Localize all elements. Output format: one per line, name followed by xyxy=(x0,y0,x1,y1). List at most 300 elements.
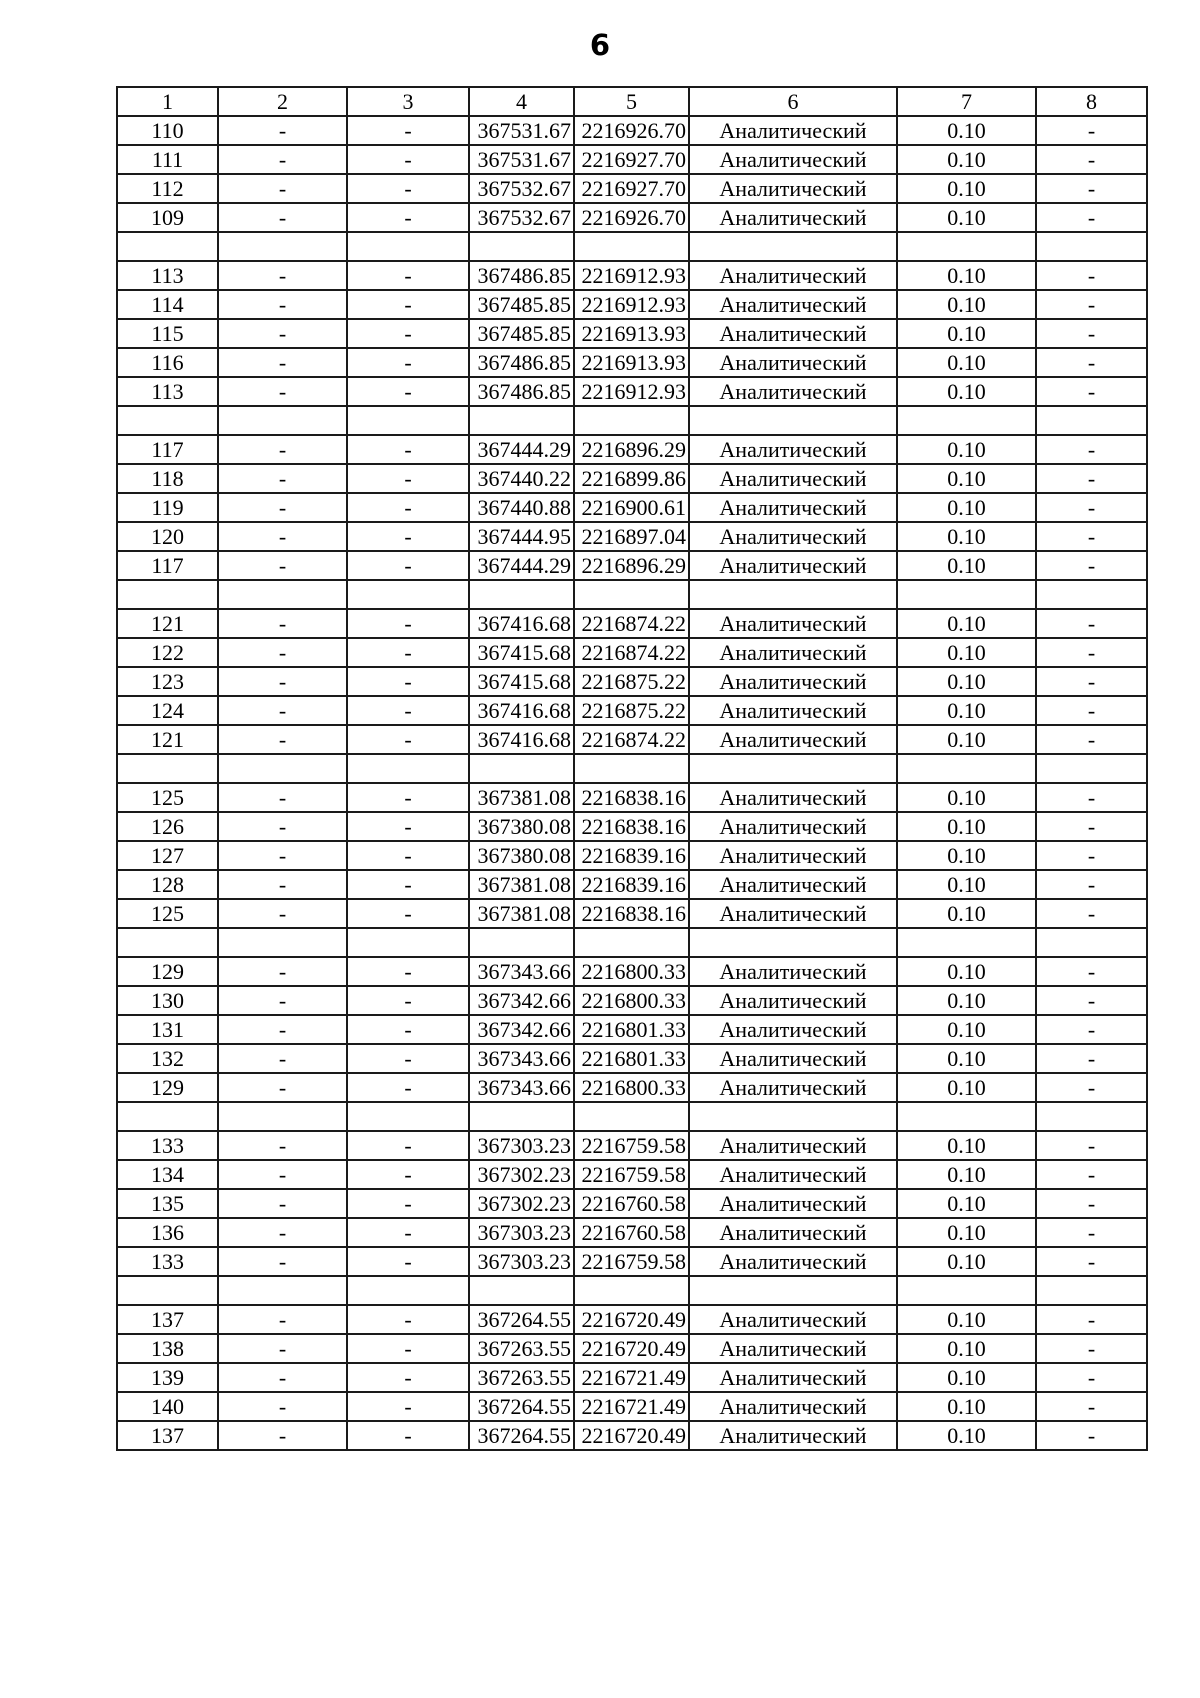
x-coordinate-cell: 367342.66 xyxy=(469,986,574,1015)
table-row xyxy=(117,899,1147,928)
col8-cell: - xyxy=(1036,725,1147,754)
col8-cell: - xyxy=(1036,1392,1147,1421)
col3-cell: - xyxy=(347,696,469,725)
point-number-cell: 119 xyxy=(117,493,218,522)
col8-cell: - xyxy=(1036,435,1147,464)
col2-cell: - xyxy=(218,1044,347,1073)
empty-cell xyxy=(218,232,347,261)
col2-cell: - xyxy=(218,522,347,551)
table-row xyxy=(117,116,1147,145)
empty-cell xyxy=(1036,580,1147,609)
col2-cell: - xyxy=(218,957,347,986)
method-cell: Аналитический xyxy=(689,1160,897,1189)
col3-cell: - xyxy=(347,1044,469,1073)
x-coordinate-cell: 367444.95 xyxy=(469,522,574,551)
accuracy-cell: 0.10 xyxy=(897,783,1036,812)
method-cell: Аналитический xyxy=(689,986,897,1015)
y-coordinate-cell: 2216926.70 xyxy=(574,203,689,232)
x-coordinate-cell: 367440.88 xyxy=(469,493,574,522)
accuracy-cell: 0.10 xyxy=(897,696,1036,725)
accuracy-cell: 0.10 xyxy=(897,957,1036,986)
col2-cell: - xyxy=(218,1363,347,1392)
x-coordinate-cell: 367532.67 xyxy=(469,174,574,203)
col8-cell: - xyxy=(1036,870,1147,899)
col2-cell: - xyxy=(218,1218,347,1247)
col8-cell: - xyxy=(1036,1160,1147,1189)
col2-cell: - xyxy=(218,145,347,174)
y-coordinate-cell: 2216721.49 xyxy=(574,1392,689,1421)
col3-cell: - xyxy=(347,957,469,986)
empty-cell xyxy=(1036,406,1147,435)
table-row xyxy=(117,348,1147,377)
point-number-cell: 134 xyxy=(117,1160,218,1189)
x-coordinate-cell: 367531.67 xyxy=(469,116,574,145)
method-cell: Аналитический xyxy=(689,1421,897,1450)
y-coordinate-cell: 2216927.70 xyxy=(574,174,689,203)
col2-cell: - xyxy=(218,638,347,667)
empty-cell xyxy=(117,580,218,609)
col8-cell: - xyxy=(1036,116,1147,145)
empty-cell xyxy=(469,580,574,609)
x-coordinate-cell: 367531.67 xyxy=(469,145,574,174)
y-coordinate-cell: 2216800.33 xyxy=(574,1073,689,1102)
accuracy-cell: 0.10 xyxy=(897,1218,1036,1247)
col3-cell: - xyxy=(347,1305,469,1334)
col8-cell: - xyxy=(1036,1044,1147,1073)
x-coordinate-cell: 367486.85 xyxy=(469,261,574,290)
col8-cell: - xyxy=(1036,1421,1147,1450)
method-cell: Аналитический xyxy=(689,1305,897,1334)
col3-cell: - xyxy=(347,1334,469,1363)
col3-cell: - xyxy=(347,464,469,493)
col8-cell: - xyxy=(1036,522,1147,551)
table-row xyxy=(117,1363,1147,1392)
accuracy-cell: 0.10 xyxy=(897,609,1036,638)
col2-cell: - xyxy=(218,667,347,696)
y-coordinate-cell: 2216760.58 xyxy=(574,1218,689,1247)
y-coordinate-cell: 2216838.16 xyxy=(574,783,689,812)
empty-cell xyxy=(347,1102,469,1131)
accuracy-cell: 0.10 xyxy=(897,1305,1036,1334)
empty-cell xyxy=(1036,1276,1147,1305)
col3-cell: - xyxy=(347,1189,469,1218)
y-coordinate-cell: 2216759.58 xyxy=(574,1160,689,1189)
table-row xyxy=(117,725,1147,754)
empty-cell xyxy=(1036,232,1147,261)
x-coordinate-cell: 367415.68 xyxy=(469,667,574,696)
col3-cell: - xyxy=(347,1015,469,1044)
col3-cell: - xyxy=(347,638,469,667)
empty-cell xyxy=(117,754,218,783)
table-row xyxy=(117,841,1147,870)
point-number-cell: 139 xyxy=(117,1363,218,1392)
separator-row xyxy=(117,406,1147,435)
x-coordinate-cell: 367380.08 xyxy=(469,812,574,841)
col8-cell: - xyxy=(1036,319,1147,348)
point-number-cell: 126 xyxy=(117,812,218,841)
empty-cell xyxy=(689,232,897,261)
x-coordinate-cell: 367302.23 xyxy=(469,1189,574,1218)
col2-cell: - xyxy=(218,1305,347,1334)
col3-cell: - xyxy=(347,1363,469,1392)
method-cell: Аналитический xyxy=(689,464,897,493)
accuracy-cell: 0.10 xyxy=(897,522,1036,551)
method-cell: Аналитический xyxy=(689,1247,897,1276)
col3-cell: - xyxy=(347,1131,469,1160)
col2-cell: - xyxy=(218,696,347,725)
point-number-cell: 131 xyxy=(117,1015,218,1044)
col8-cell: - xyxy=(1036,377,1147,406)
col2-cell: - xyxy=(218,783,347,812)
col2-cell: - xyxy=(218,261,347,290)
method-cell: Аналитический xyxy=(689,319,897,348)
header-cell: 2 xyxy=(218,87,347,116)
empty-cell xyxy=(574,1276,689,1305)
point-number-cell: 115 xyxy=(117,319,218,348)
col3-cell: - xyxy=(347,1218,469,1247)
x-coordinate-cell: 367415.68 xyxy=(469,638,574,667)
col2-cell: - xyxy=(218,1421,347,1450)
col8-cell: - xyxy=(1036,1363,1147,1392)
table-row xyxy=(117,1392,1147,1421)
col3-cell: - xyxy=(347,1392,469,1421)
empty-cell xyxy=(574,406,689,435)
accuracy-cell: 0.10 xyxy=(897,870,1036,899)
y-coordinate-cell: 2216720.49 xyxy=(574,1421,689,1450)
col3-cell: - xyxy=(347,493,469,522)
method-cell: Аналитический xyxy=(689,899,897,928)
col3-cell: - xyxy=(347,609,469,638)
y-coordinate-cell: 2216720.49 xyxy=(574,1305,689,1334)
point-number-cell: 120 xyxy=(117,522,218,551)
col3-cell: - xyxy=(347,812,469,841)
y-coordinate-cell: 2216913.93 xyxy=(574,319,689,348)
y-coordinate-cell: 2216874.22 xyxy=(574,638,689,667)
method-cell: Аналитический xyxy=(689,1363,897,1392)
method-cell: Аналитический xyxy=(689,1392,897,1421)
y-coordinate-cell: 2216801.33 xyxy=(574,1044,689,1073)
col2-cell: - xyxy=(218,870,347,899)
table-row xyxy=(117,1247,1147,1276)
col3-cell: - xyxy=(347,348,469,377)
point-number-cell: 113 xyxy=(117,261,218,290)
empty-cell xyxy=(1036,1102,1147,1131)
col2-cell: - xyxy=(218,435,347,464)
col2-cell: - xyxy=(218,986,347,1015)
empty-cell xyxy=(689,754,897,783)
y-coordinate-cell: 2216721.49 xyxy=(574,1363,689,1392)
empty-cell xyxy=(218,1102,347,1131)
y-coordinate-cell: 2216927.70 xyxy=(574,145,689,174)
col2-cell: - xyxy=(218,493,347,522)
y-coordinate-cell: 2216759.58 xyxy=(574,1131,689,1160)
col3-cell: - xyxy=(347,1421,469,1450)
x-coordinate-cell: 367380.08 xyxy=(469,841,574,870)
method-cell: Аналитический xyxy=(689,1073,897,1102)
col8-cell: - xyxy=(1036,1131,1147,1160)
y-coordinate-cell: 2216875.22 xyxy=(574,667,689,696)
col3-cell: - xyxy=(347,319,469,348)
col8-cell: - xyxy=(1036,638,1147,667)
table-row xyxy=(117,986,1147,1015)
col2-cell: - xyxy=(218,551,347,580)
x-coordinate-cell: 367303.23 xyxy=(469,1131,574,1160)
col8-cell: - xyxy=(1036,1247,1147,1276)
empty-cell xyxy=(218,580,347,609)
col8-cell: - xyxy=(1036,986,1147,1015)
separator-row xyxy=(117,232,1147,261)
separator-row xyxy=(117,1102,1147,1131)
table-row xyxy=(117,783,1147,812)
accuracy-cell: 0.10 xyxy=(897,812,1036,841)
method-cell: Аналитический xyxy=(689,812,897,841)
col3-cell: - xyxy=(347,290,469,319)
accuracy-cell: 0.10 xyxy=(897,638,1036,667)
empty-cell xyxy=(897,1276,1036,1305)
y-coordinate-cell: 2216896.29 xyxy=(574,435,689,464)
table-row xyxy=(117,1044,1147,1073)
col8-cell: - xyxy=(1036,174,1147,203)
point-number-cell: 138 xyxy=(117,1334,218,1363)
x-coordinate-cell: 367343.66 xyxy=(469,1073,574,1102)
point-number-cell: 130 xyxy=(117,986,218,1015)
header-cell: 3 xyxy=(347,87,469,116)
empty-cell xyxy=(574,928,689,957)
col3-cell: - xyxy=(347,145,469,174)
method-cell: Аналитический xyxy=(689,522,897,551)
empty-cell xyxy=(574,1102,689,1131)
method-cell: Аналитический xyxy=(689,203,897,232)
col8-cell: - xyxy=(1036,551,1147,580)
x-coordinate-cell: 367416.68 xyxy=(469,725,574,754)
table-row xyxy=(117,174,1147,203)
method-cell: Аналитический xyxy=(689,377,897,406)
table-header-row xyxy=(117,87,1147,116)
empty-cell xyxy=(574,754,689,783)
x-coordinate-cell: 367303.23 xyxy=(469,1247,574,1276)
table-row xyxy=(117,1421,1147,1450)
point-number-cell: 113 xyxy=(117,377,218,406)
col8-cell: - xyxy=(1036,783,1147,812)
point-number-cell: 122 xyxy=(117,638,218,667)
separator-row xyxy=(117,1276,1147,1305)
point-number-cell: 133 xyxy=(117,1131,218,1160)
method-cell: Аналитический xyxy=(689,1189,897,1218)
table-row xyxy=(117,667,1147,696)
col8-cell: - xyxy=(1036,667,1147,696)
col3-cell: - xyxy=(347,377,469,406)
empty-cell xyxy=(469,1102,574,1131)
col3-cell: - xyxy=(347,551,469,580)
table-row xyxy=(117,319,1147,348)
table-row xyxy=(117,1189,1147,1218)
col3-cell: - xyxy=(347,870,469,899)
col8-cell: - xyxy=(1036,841,1147,870)
accuracy-cell: 0.10 xyxy=(897,725,1036,754)
col3-cell: - xyxy=(347,783,469,812)
col2-cell: - xyxy=(218,1247,347,1276)
col8-cell: - xyxy=(1036,1189,1147,1218)
empty-cell xyxy=(897,928,1036,957)
point-number-cell: 117 xyxy=(117,435,218,464)
empty-cell xyxy=(469,928,574,957)
method-cell: Аналитический xyxy=(689,1218,897,1247)
empty-cell xyxy=(574,580,689,609)
x-coordinate-cell: 367343.66 xyxy=(469,957,574,986)
point-number-cell: 116 xyxy=(117,348,218,377)
y-coordinate-cell: 2216913.93 xyxy=(574,348,689,377)
point-number-cell: 118 xyxy=(117,464,218,493)
empty-cell xyxy=(117,1102,218,1131)
col3-cell: - xyxy=(347,435,469,464)
header-cell: 7 xyxy=(897,87,1036,116)
empty-cell xyxy=(117,232,218,261)
col8-cell: - xyxy=(1036,1073,1147,1102)
method-cell: Аналитический xyxy=(689,696,897,725)
empty-cell xyxy=(1036,928,1147,957)
empty-cell xyxy=(897,1102,1036,1131)
x-coordinate-cell: 367263.55 xyxy=(469,1363,574,1392)
col8-cell: - xyxy=(1036,1334,1147,1363)
table-row xyxy=(117,551,1147,580)
point-number-cell: 114 xyxy=(117,290,218,319)
point-number-cell: 117 xyxy=(117,551,218,580)
method-cell: Аналитический xyxy=(689,493,897,522)
coordinates-table xyxy=(116,86,1148,1451)
table-row xyxy=(117,1334,1147,1363)
method-cell: Аналитический xyxy=(689,725,897,754)
point-number-cell: 121 xyxy=(117,725,218,754)
col2-cell: - xyxy=(218,319,347,348)
col2-cell: - xyxy=(218,203,347,232)
empty-cell xyxy=(689,928,897,957)
col3-cell: - xyxy=(347,174,469,203)
y-coordinate-cell: 2216759.58 xyxy=(574,1247,689,1276)
accuracy-cell: 0.10 xyxy=(897,1189,1036,1218)
col8-cell: - xyxy=(1036,203,1147,232)
col2-cell: - xyxy=(218,609,347,638)
table-row xyxy=(117,609,1147,638)
col8-cell: - xyxy=(1036,261,1147,290)
accuracy-cell: 0.10 xyxy=(897,551,1036,580)
accuracy-cell: 0.10 xyxy=(897,1334,1036,1363)
point-number-cell: 110 xyxy=(117,116,218,145)
method-cell: Аналитический xyxy=(689,551,897,580)
point-number-cell: 125 xyxy=(117,899,218,928)
col8-cell: - xyxy=(1036,1015,1147,1044)
col2-cell: - xyxy=(218,174,347,203)
col3-cell: - xyxy=(347,986,469,1015)
col2-cell: - xyxy=(218,725,347,754)
point-number-cell: 132 xyxy=(117,1044,218,1073)
accuracy-cell: 0.10 xyxy=(897,986,1036,1015)
accuracy-cell: 0.10 xyxy=(897,1015,1036,1044)
method-cell: Аналитический xyxy=(689,1334,897,1363)
separator-row xyxy=(117,754,1147,783)
page-number: 6 xyxy=(589,28,611,62)
point-number-cell: 136 xyxy=(117,1218,218,1247)
method-cell: Аналитический xyxy=(689,783,897,812)
method-cell: Аналитический xyxy=(689,261,897,290)
method-cell: Аналитический xyxy=(689,841,897,870)
y-coordinate-cell: 2216839.16 xyxy=(574,870,689,899)
table-row xyxy=(117,870,1147,899)
col2-cell: - xyxy=(218,348,347,377)
y-coordinate-cell: 2216896.29 xyxy=(574,551,689,580)
col3-cell: - xyxy=(347,1160,469,1189)
x-coordinate-cell: 367381.08 xyxy=(469,870,574,899)
col3-cell: - xyxy=(347,1247,469,1276)
separator-row xyxy=(117,580,1147,609)
y-coordinate-cell: 2216838.16 xyxy=(574,899,689,928)
x-coordinate-cell: 367343.66 xyxy=(469,1044,574,1073)
table-row xyxy=(117,377,1147,406)
x-coordinate-cell: 367264.55 xyxy=(469,1305,574,1334)
table-body xyxy=(117,116,1147,1450)
x-coordinate-cell: 367263.55 xyxy=(469,1334,574,1363)
empty-cell xyxy=(469,754,574,783)
accuracy-cell: 0.10 xyxy=(897,261,1036,290)
accuracy-cell: 0.10 xyxy=(897,1392,1036,1421)
y-coordinate-cell: 2216897.04 xyxy=(574,522,689,551)
point-number-cell: 128 xyxy=(117,870,218,899)
col2-cell: - xyxy=(218,290,347,319)
x-coordinate-cell: 367532.67 xyxy=(469,203,574,232)
y-coordinate-cell: 2216839.16 xyxy=(574,841,689,870)
col2-cell: - xyxy=(218,812,347,841)
empty-cell xyxy=(689,406,897,435)
y-coordinate-cell: 2216874.22 xyxy=(574,609,689,638)
method-cell: Аналитический xyxy=(689,638,897,667)
accuracy-cell: 0.10 xyxy=(897,1131,1036,1160)
method-cell: Аналитический xyxy=(689,609,897,638)
col2-cell: - xyxy=(218,1015,347,1044)
col8-cell: - xyxy=(1036,464,1147,493)
col8-cell: - xyxy=(1036,899,1147,928)
method-cell: Аналитический xyxy=(689,1015,897,1044)
x-coordinate-cell: 367486.85 xyxy=(469,377,574,406)
col3-cell: - xyxy=(347,1073,469,1102)
accuracy-cell: 0.10 xyxy=(897,174,1036,203)
point-number-cell: 121 xyxy=(117,609,218,638)
col3-cell: - xyxy=(347,667,469,696)
col8-cell: - xyxy=(1036,290,1147,319)
x-coordinate-cell: 367485.85 xyxy=(469,290,574,319)
col2-cell: - xyxy=(218,1392,347,1421)
empty-cell xyxy=(689,1102,897,1131)
table-row xyxy=(117,638,1147,667)
x-coordinate-cell: 367416.68 xyxy=(469,696,574,725)
accuracy-cell: 0.10 xyxy=(897,348,1036,377)
col2-cell: - xyxy=(218,377,347,406)
accuracy-cell: 0.10 xyxy=(897,1363,1036,1392)
accuracy-cell: 0.10 xyxy=(897,435,1036,464)
col8-cell: - xyxy=(1036,493,1147,522)
accuracy-cell: 0.10 xyxy=(897,377,1036,406)
point-number-cell: 135 xyxy=(117,1189,218,1218)
method-cell: Аналитический xyxy=(689,174,897,203)
point-number-cell: 129 xyxy=(117,1073,218,1102)
method-cell: Аналитический xyxy=(689,145,897,174)
empty-cell xyxy=(117,406,218,435)
table-row xyxy=(117,261,1147,290)
table-row xyxy=(117,1073,1147,1102)
col2-cell: - xyxy=(218,1160,347,1189)
table-row xyxy=(117,203,1147,232)
empty-cell xyxy=(897,580,1036,609)
accuracy-cell: 0.10 xyxy=(897,1160,1036,1189)
accuracy-cell: 0.10 xyxy=(897,841,1036,870)
